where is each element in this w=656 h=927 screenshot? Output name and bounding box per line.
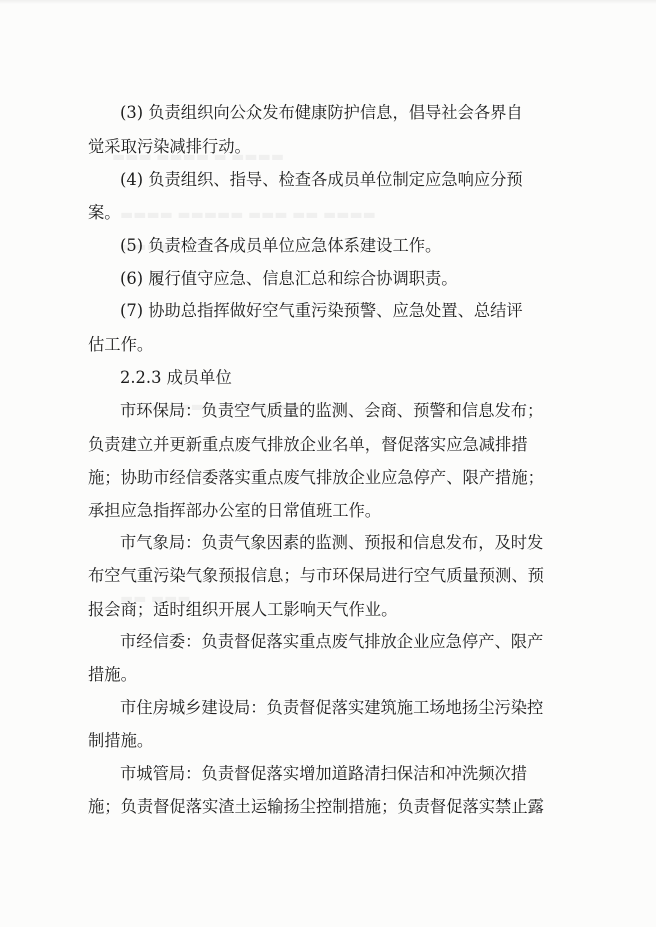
list-item: (7) 协助总指挥做好空气重污染预警、应急处置、总结评	[120, 301, 523, 320]
paragraph-line: 制措施。	[88, 731, 154, 750]
scan-edge	[0, 0, 656, 4]
list-item: (6) 履行值守应急、信息汇总和综合协调职责。	[120, 269, 458, 288]
list-item: 案。	[88, 203, 121, 222]
bleed-through-shadow	[120, 208, 376, 222]
paragraph-line: 市气象局：负责气象因素的监测、预报和信息发布，及时发	[120, 533, 544, 552]
paragraph-line: 施；负责督促落实渣土运输扬尘控制措施；负责督促落实禁止露	[88, 797, 544, 816]
paragraph-line: 市城管局：负责督促落实增加道路清扫保洁和冲洗频次措	[120, 764, 528, 783]
list-item: (5) 负责检查各成员单位应急体系建设工作。	[120, 236, 442, 255]
list-item: (4) 负责组织、指导、检查各成员单位制定应急响应分预	[120, 170, 523, 189]
paragraph-line: 措施。	[88, 665, 137, 684]
section-heading: 2.2.3 成员单位	[120, 368, 232, 387]
paragraph-line: 承担应急指挥部办公室的日常值班工作。	[88, 501, 382, 520]
paragraph-line: 施；协助市经信委落实重点废气排放企业应急停产、限产措施；	[88, 468, 544, 487]
list-item: (3) 负责组织向公众发布健康防护信息，倡导社会各界自	[120, 103, 523, 122]
paragraph-line: 市住房城乡建设局：负责督促落实建筑施工场地扬尘污染控	[120, 698, 544, 717]
paragraph-line: 报会商；适时组织开展人工影响天气作业。	[88, 600, 398, 619]
list-item: 估工作。	[88, 335, 154, 354]
paragraph-line: 市环保局：负责空气质量的监测、会商、预警和信息发布；	[120, 401, 544, 420]
paragraph-line: 布空气重污染气象预报信息；与市环保局进行空气质量预测、预	[88, 566, 544, 585]
list-item: 觉采取污染减排行动。	[88, 137, 251, 156]
paragraph-line: 市经信委：负责督促落实重点废气排放企业应急停产、限产	[120, 632, 544, 651]
paragraph-line: 负责建立并更新重点废气排放企业名单，督促落实应急减排措	[88, 435, 528, 454]
